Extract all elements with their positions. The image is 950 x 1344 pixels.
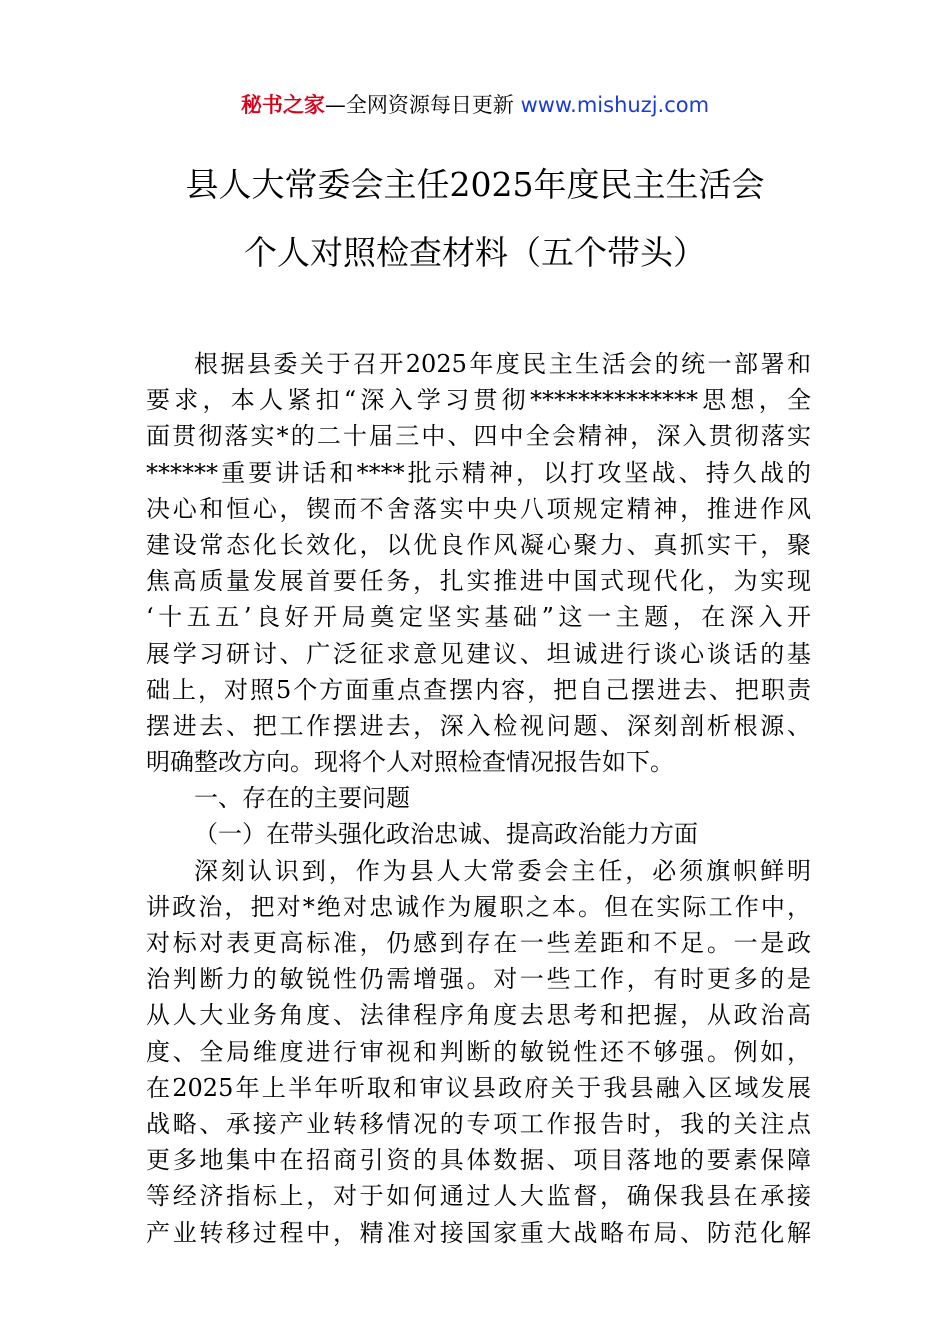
body-line: 对标对表更高标准，仍感到存在一些差距和不足。一是政 (146, 929, 811, 957)
body-line: 治判断力的敏锐性仍需增强。对一些工作，有时更多的是 (146, 965, 811, 994)
body-line: 等经济指标上，对于如何通过人大监督，确保我县在承接 (146, 1182, 811, 1211)
body-line: ******重要讲话和****批示精神，以打攻坚战、持久战的 (146, 458, 811, 487)
body-line: 明确整改方向。现将个人对照检查情况报告如下。 (146, 748, 674, 777)
header-slogan: —全网资源每日更新 (324, 93, 521, 117)
section-heading: 一、存在的主要问题 (194, 784, 410, 813)
site-url-link[interactable]: www.mishuzj.com (520, 93, 710, 117)
body-line: 面贯彻落实*的二十届三中、四中全会精神，深入贯彻落实 (146, 422, 811, 451)
body-line: 深刻认识到，作为县人大常委会主任，必须旗帜鲜明 (194, 856, 811, 885)
body-line: 度、全局维度进行审视和判断的敏锐性还不够强。例如， (146, 1037, 811, 1066)
body-line: 战略、承接产业转移情况的专项工作报告时，我的关注点 (146, 1109, 811, 1138)
body-line: 根据县委关于召开2025年度民主生活会的统一部署和 (194, 350, 811, 378)
body-line: 更多地集中在招商引资的具体数据、项目落地的要素保障 (146, 1146, 811, 1175)
body-line: 建设常态化长效化，以优良作风凝心聚力、真抓实干，聚 (146, 530, 811, 559)
body-line: 摆进去、把工作摆进去，深入检视问题、深刻剖析根源、 (146, 711, 811, 740)
body-line: 焦高质量发展首要任务，扎实推进中国式现代化，为实现 (146, 567, 811, 596)
body-line: 讲政治，把对*绝对忠诚作为履职之本。但在实际工作中， (146, 892, 811, 921)
document-title-line-2: 个人对照检查材料（五个带头） (244, 233, 706, 272)
document-title-line-1: 县人大常委会主任2025年度民主生活会 (185, 165, 765, 204)
body-line: 在2025年上半年听取和审议县政府关于我县融入区域发展 (146, 1073, 811, 1102)
body-line: 础上，对照5个方面重点查摆内容，把自己摆进去、把职责 (146, 675, 811, 704)
body-line: 要求，本人紧扣“深入学习贯彻**************思想，全 (146, 386, 811, 415)
body-line: 产业转移过程中，精准对接国家重大战略布局、防范化解 (146, 1218, 811, 1247)
subsection-heading: （一）在带头强化政治忠诚、提高政治能力方面 (194, 820, 698, 849)
document-body (146, 346, 811, 1251)
body-line: 从人大业务角度、法律程序角度去思考和把握，从政治高 (146, 1001, 811, 1030)
body-line: ‘十五五’良好开局奠定坚实基础”这一主题，在深入开 (146, 603, 811, 632)
body-line: 展学习研讨、广泛征求意见建议、坦诚进行谈心谈话的基 (146, 639, 811, 668)
body-line: 决心和恒心，锲而不舍落实中央八项规定精神，推进作风 (146, 494, 811, 523)
brand-name: 秘书之家 (240, 93, 325, 117)
site-header (0, 90, 950, 120)
